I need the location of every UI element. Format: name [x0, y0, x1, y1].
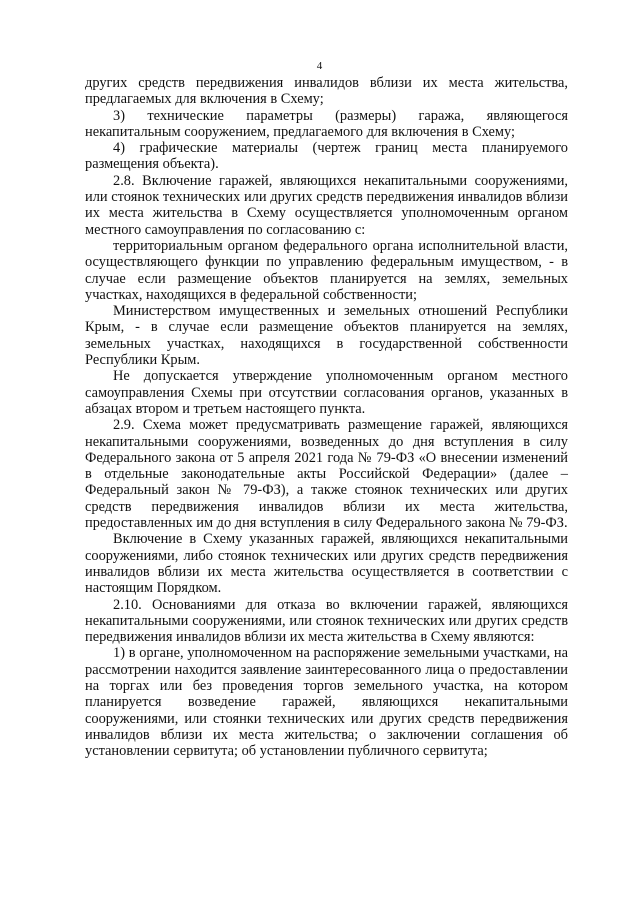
- paragraph-2-8: 2.8. Включение гаражей, являющихся некапитальными сооружениями, или стоянок технических или других средств передвижения инвалидов вблизи их места жительства в Схему осуществляется уполномоченным органом местного самоуправления по согласованию с:: [85, 172, 568, 238]
- paragraph-technical-parameters: 3) технические параметры (размеры) гаража, являющегося некапитальным сооружением, предлагаемого для включения в Схему;: [85, 107, 568, 140]
- paragraph-2-9: 2.9. Схема может предусматривать размещение гаражей, являющихся некапитальными сооружениями, возведенных до дня вступления в силу Федерального закона от 5 апреля 2021 года № 79-ФЗ «О внесении изменений в отдельные законодательные акты Российской Федерации» (далее – Федеральный закон № 79-ФЗ), а также стоянок технических или других средств передвижения инвалидов вблизи их места жительства, предоставленных им до дня вступления в силу Федерального закона № 79-ФЗ.: [85, 417, 568, 532]
- paragraph-approval-not-allowed: Не допускается утверждение уполномоченным органом местного самоуправления Схемы при отсутствии согласования органов, указанных в абзацах втором и третьем настоящего пункта.: [85, 368, 568, 417]
- paragraph-federal-authority: территориальным органом федерального органа исполнительной власти, осуществляющего функции по управлению федеральным имуществом, - в случае если размещение объектов планируется на землях, земельных участках, находящихся в федеральной собственности;: [85, 237, 568, 303]
- page-number: 4: [316, 60, 323, 72]
- paragraph-inclusion-existing-garages: Включение в Схему указанных гаражей, являющихся некапитальными сооружениями, либо стоянок технических или других средств передвижения инвалидов вблизи их места жительства осуществляется в соответствии с настоящим Порядком.: [85, 531, 568, 597]
- document-body: [85, 75, 568, 759]
- paragraph-2-10: 2.10. Основаниями для отказа во включении гаражей, являющихся некапитальными сооружениями, или стоянок технических или других средств передвижения инвалидов вблизи их места жительства в Схему являются:: [85, 596, 568, 646]
- paragraph-ministry-crimea: Министерством имущественных и земельных отношений Республики Крым, - в случае если размещение объектов планируется на землях, земельных участках, находящихся в государственной собственности Республики Крым.: [85, 303, 568, 369]
- paragraph-graphic-materials: 4) графические материалы (чертеж границ места планируемого размещения объекта).: [85, 140, 568, 173]
- paragraph-means-for-disabled-continued: других средств передвижения инвалидов вблизи их места жительства, предлагаемых для включения в Схему;: [85, 75, 568, 108]
- paragraph-refusal-ground-1: 1) в органе, уполномоченном на распоряжение земельными участками, на рассмотрении находится заявление заинтересованного лица о предоставлении на торгах или без проведения торгов земельного участка, на котором планируется возведение гаражей, являющихся некапитальными сооружениями, или стоянки технических или других средств передвижения инвалидов вблизи их места жительства; о заключении соглашения об установлении сервитута; об установлении публичного сервитута;: [85, 645, 568, 760]
